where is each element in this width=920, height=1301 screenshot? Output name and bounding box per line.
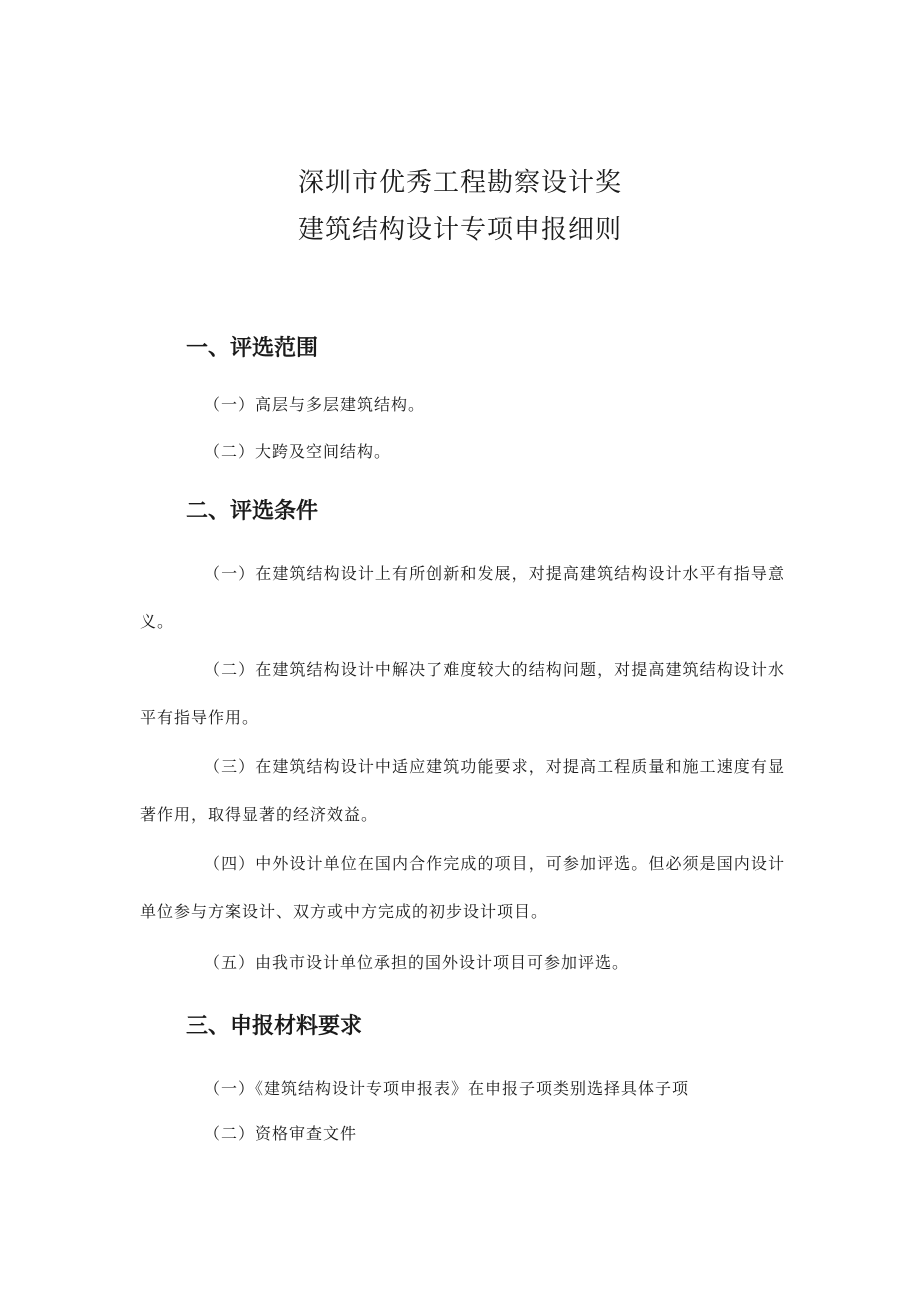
scope-item-2: （二）大跨及空间结构。: [204, 442, 392, 461]
material-item-1: （一）《建筑结构设计专项申报表》在申报子项类别选择具体子项: [204, 1079, 690, 1098]
condition-item-5: （五）由我市设计单位承担的国外设计项目可参加评选。: [204, 953, 630, 972]
document-title-line-1: 深圳市优秀工程勘察设计奖: [297, 168, 622, 198]
condition-item-1: （一）在建筑结构设计上有所创新和发展，对提高建筑结构设计水平有指导意义。: [140, 564, 785, 631]
section-heading-scope: 一、评选范围: [186, 336, 319, 361]
condition-item-4: （四）中外设计单位在国内合作完成的项目，可参加评选。但必须是国内设计单位参与方案设计、双方或中方完成的初步设计项目。: [140, 854, 785, 921]
condition-item-3: （三）在建筑结构设计中适应建筑功能要求，对提高工程质量和施工速度有显著作用，取得显著的经济效益。: [140, 757, 785, 824]
material-item-2: （二）资格审查文件: [204, 1124, 358, 1143]
scope-item-1: （一）高层与多层建筑结构。: [204, 395, 426, 414]
condition-item-2: （二）在建筑结构设计中解决了难度较大的结构问题，对提高建筑结构设计水平有指导作用。: [140, 660, 785, 727]
section-heading-conditions: 二、评选条件: [186, 499, 319, 524]
section-heading-materials: 三、申报材料要求: [186, 1014, 363, 1039]
document-title-line-2: 建筑结构设计专项申报细则: [297, 215, 622, 245]
